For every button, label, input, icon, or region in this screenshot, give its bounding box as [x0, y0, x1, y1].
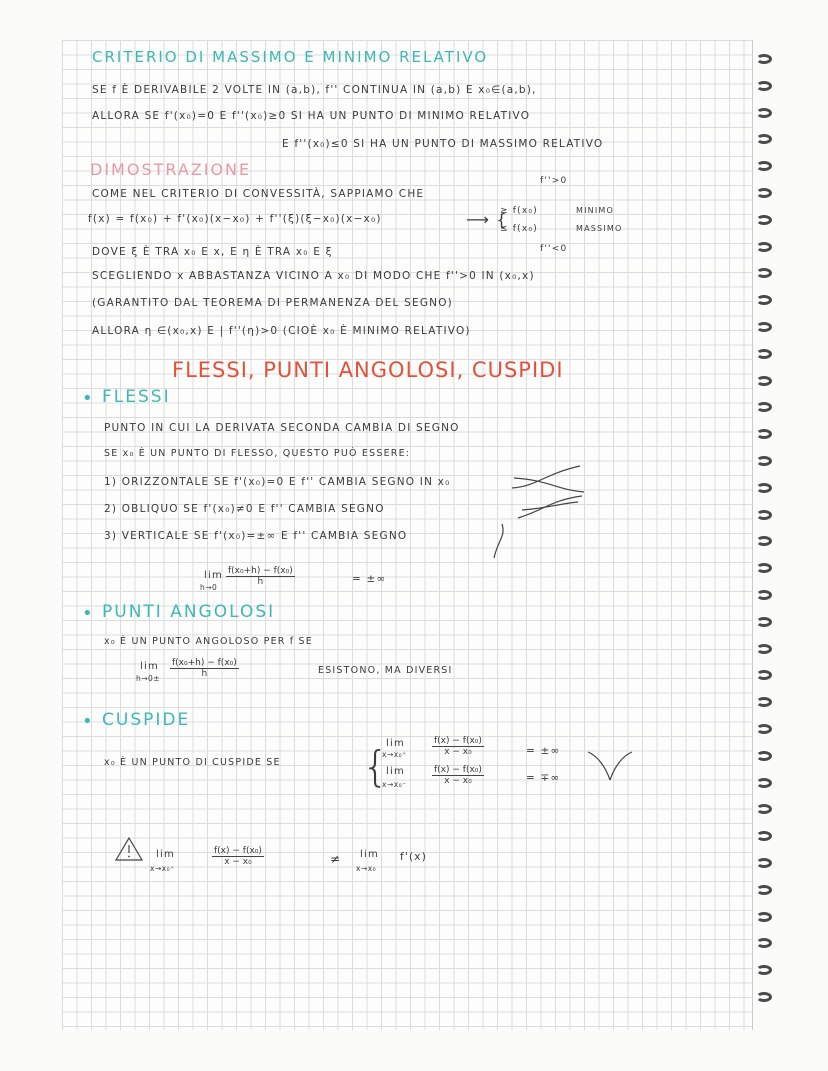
- spiral-ring: [756, 322, 772, 332]
- spiral-ring: [756, 536, 772, 546]
- flessi-lim: lim: [204, 570, 223, 581]
- spiral-ring: [756, 590, 772, 600]
- spiral-ring: [756, 563, 772, 573]
- angolosi-lim-sub: h→0±: [136, 674, 161, 683]
- case-max-label: MASSIMO: [576, 224, 623, 233]
- cuspide-eq-2: = ∓∞: [526, 772, 561, 784]
- warning-lim-right: lim: [360, 849, 379, 860]
- flessi-equals: = ±∞: [352, 573, 387, 585]
- cuspide-fraction-1: [432, 736, 484, 757]
- spiral-ring: [756, 858, 772, 868]
- flessi-definition: PUNTO IN CUI LA DERIVATA SECONDA CAMBIA DI SEGNO: [104, 422, 460, 434]
- conclusion-text: ALLORA η ∈(x₀,x) E | f''(η)>0 (CIOÈ x₀ È MINIMO RELATIVO): [92, 325, 471, 337]
- warning-lim-left: lim: [156, 849, 175, 860]
- angolosi-denominator: h: [201, 669, 208, 679]
- warning-fraction: [212, 846, 264, 867]
- angolosi-definition: x₀ È UN PUNTO ANGOLOSO PER f SE: [104, 636, 313, 647]
- flessi-obliquo: 2) OBLIQUO SE f'(x₀)≠0 E f'' CAMBIA SEGNO: [104, 503, 385, 515]
- taylor-formula: f(x) = f(x₀) + f'(x₀)(x−x₀) + f''(ξ)(ξ−x₀)(x−x₀): [88, 213, 382, 225]
- note-fpp-positive: f''>0: [540, 176, 568, 186]
- cuspide-sub-2: x→x₀⁻: [382, 780, 407, 789]
- angolosi-heading: PUNTI ANGOLOSI: [102, 602, 276, 622]
- spiral-ring: [756, 54, 772, 64]
- guarantee-text: (GARANTITO DAL TEOREMA DI PERMANENZA DEL SEGNO): [92, 297, 453, 309]
- angolosi-numerator: f(x₀+h) − f(x₀): [172, 658, 237, 668]
- spiral-ring: [756, 644, 772, 654]
- section-title: FLESSI, PUNTI ANGOLOSI, CUSPIDI: [172, 358, 564, 382]
- cuspide-numerator-2: f(x) − f(x₀): [434, 765, 482, 775]
- spiral-ring: [756, 456, 772, 466]
- bullet-icon: •: [82, 603, 94, 624]
- flessi-numerator: f(x₀+h) − f(x₀): [228, 566, 293, 576]
- flessi-denominator: h: [257, 577, 264, 587]
- cuspide-eq-1: = ±∞: [526, 745, 561, 757]
- spiral-ring: [756, 295, 772, 305]
- warning-neq: ≠: [330, 852, 342, 866]
- flessi-verticale: 3) VERTICALE SE f'(x₀)=±∞ E f'' CAMBIA SEGNO: [104, 530, 408, 542]
- spiral-ring: [756, 965, 772, 975]
- flessi-intro: SE x₀ È UN PUNTO DI FLESSO, QUESTO PUÒ ESSERE:: [104, 448, 411, 459]
- case-min-relation: ≥ f(x₀): [500, 206, 538, 216]
- cuspide-denominator-2: x − x₀: [444, 776, 472, 786]
- brace-arrow: ⟶ {: [466, 210, 508, 229]
- max-condition-text: E f''(x₀)≤0 SI HA UN PUNTO DI MASSIMO RELATIVO: [282, 138, 604, 150]
- angolosi-after: ESISTONO, MA DIVERSI: [318, 665, 453, 676]
- flessi-fraction: [226, 566, 295, 587]
- cusp-sketch: [586, 748, 636, 784]
- spiral-ring: [756, 108, 772, 118]
- warning-sub-right: x→x₀: [356, 864, 377, 873]
- spiral-ring: [756, 429, 772, 439]
- case-max-relation: ≤ f(x₀): [500, 224, 538, 234]
- spiral-ring: [756, 831, 772, 841]
- spiral-ring: [756, 751, 772, 761]
- spiral-ring: [756, 81, 772, 91]
- case-min-label: MINIMO: [576, 206, 615, 215]
- warning-rhs: f'(x): [400, 851, 427, 863]
- spiral-ring: [756, 697, 772, 707]
- cuspide-lim-2: lim: [386, 766, 405, 777]
- spiral-ring: [756, 804, 772, 814]
- spiral-ring: [756, 617, 772, 627]
- min-condition-text: ALLORA SE f'(x₀)=0 E f''(x₀)≥0 SI HA UN PUNTO DI MINIMO RELATIVO: [92, 110, 531, 122]
- cuspide-numerator-1: f(x) − f(x₀): [434, 736, 482, 746]
- page-title: CRITERIO DI MASSIMO E MINIMO RELATIVO: [92, 48, 489, 66]
- spiral-ring: [756, 349, 772, 359]
- flessi-orizzontale: 1) ORIZZONTALE SE f'(x₀)=0 E f'' CAMBIA SEGNO IN x₀: [104, 476, 451, 488]
- warning-numerator: f(x) − f(x₀): [214, 846, 262, 856]
- spiral-ring: [756, 724, 772, 734]
- cuspide-fraction-2: [432, 765, 484, 786]
- hypothesis-text: SE f È DERIVABILE 2 VOLTE IN (a,b), f'' CONTINUA IN (a,b) E x₀∈(a,b),: [92, 84, 537, 96]
- choose-text: SCEGLIENDO x ABBASTANZA VICINO A x₀ DI MODO CHE f''>0 IN (x₀,x): [92, 270, 535, 282]
- spiral-ring: [756, 188, 772, 198]
- spiral-ring: [756, 376, 772, 386]
- spiral-ring: [756, 510, 772, 520]
- spiral-ring: [756, 242, 772, 252]
- warning-sub-left: x→x₀⁺: [150, 864, 175, 873]
- demo-title: DIMOSTRAZIONE: [90, 160, 252, 179]
- spiral-ring: [756, 268, 772, 278]
- angolosi-lim: lim: [140, 661, 159, 672]
- spiral-binding: [756, 54, 776, 1014]
- spiral-ring: [756, 670, 772, 680]
- cuspide-denominator-1: x − x₀: [444, 747, 472, 757]
- spiral-ring: [756, 134, 772, 144]
- demo-intro-text: COME NEL CRITERIO DI CONVESSITÀ, SAPPIAMO CHE: [92, 188, 425, 200]
- bullet-icon: •: [82, 711, 94, 732]
- spiral-ring: [756, 215, 772, 225]
- where-text: DOVE ξ È TRA x₀ E x, E η È TRA x₀ E ξ: [92, 246, 333, 258]
- note-fpp-negative: f''<0: [540, 244, 568, 254]
- angolosi-fraction: [170, 658, 239, 679]
- cuspide-heading: CUSPIDE: [102, 710, 191, 730]
- cuspide-definition: x₀ È UN PUNTO DI CUSPIDE SE: [104, 757, 281, 768]
- spiral-ring: [756, 912, 772, 922]
- spiral-ring: [756, 161, 772, 171]
- warning-denominator: x − x₀: [224, 857, 252, 867]
- flessi-heading: FLESSI: [102, 387, 171, 407]
- spiral-ring: [756, 778, 772, 788]
- spiral-ring: [756, 992, 772, 1002]
- cuspide-lim-1: lim: [386, 738, 405, 749]
- flessi-lim-sub: h→0: [200, 583, 218, 592]
- warning-icon: [114, 836, 144, 862]
- spiral-ring: [756, 885, 772, 895]
- inflection-sketches: [508, 460, 588, 560]
- bullet-icon: •: [82, 388, 94, 409]
- cuspide-sub-1: x→x₀⁺: [382, 750, 407, 759]
- cuspide-brace: {: [362, 742, 389, 791]
- spiral-ring: [756, 483, 772, 493]
- spiral-ring: [756, 402, 772, 412]
- spiral-ring: [756, 938, 772, 948]
